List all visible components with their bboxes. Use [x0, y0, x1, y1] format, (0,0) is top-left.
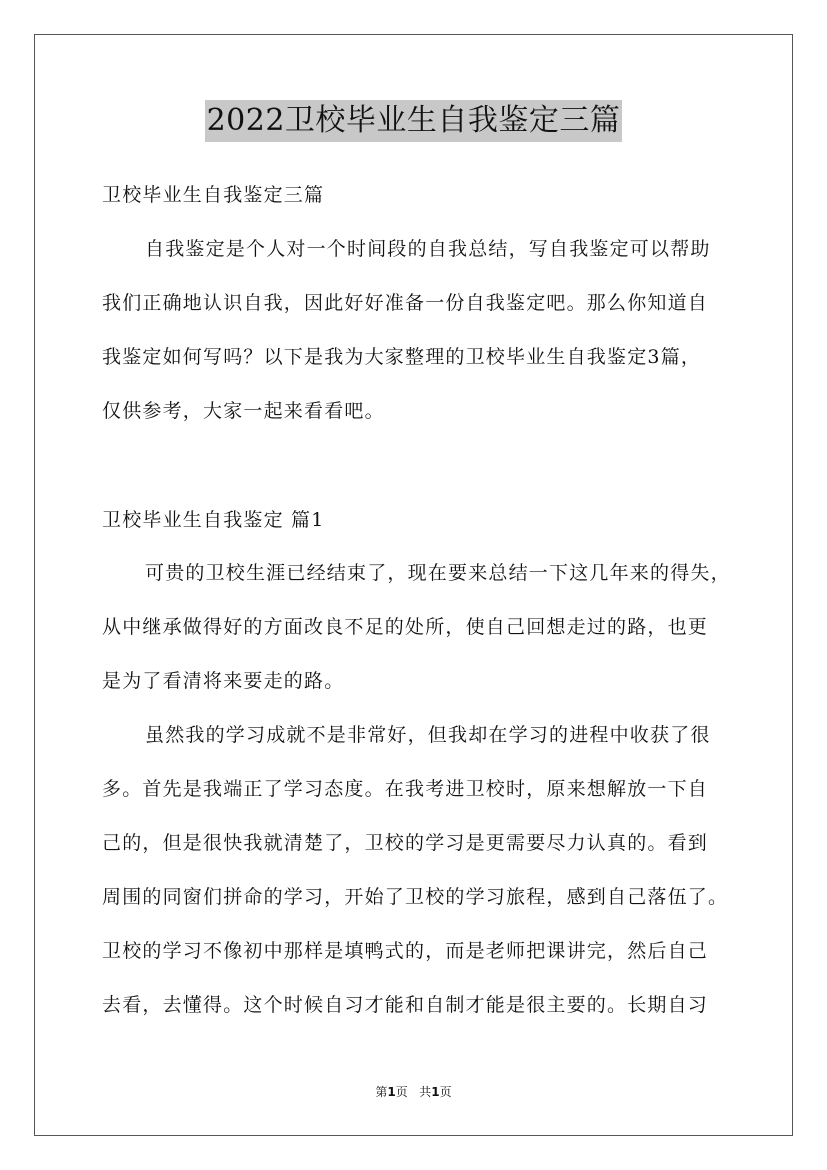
para1-line-1: 可贵的卫校生涯已经结束了，现在要来总结一下这几年来的得失，	[145, 562, 731, 584]
para2-line-6: 去看，去懂得。这个时候自习才能和自制才能是很主要的。长期自习	[102, 994, 709, 1016]
intro-line-1: 自我鉴定是个人对一个时间段的自我总结，写自我鉴定可以帮助	[145, 238, 711, 260]
para2-line-5: 卫校的学习不像初中那样是填鸭式的，而是老师把课讲完，然后自己	[102, 940, 709, 962]
intro-line-4: 仅供参考，大家一起来看看吧。	[102, 400, 385, 422]
para1-line-3: 是为了看清将来要走的路。	[102, 670, 345, 692]
para2-line-3: 己的，但是很快我就清楚了，卫校的学习是更需要尽力认真的。看到	[102, 832, 709, 854]
para2-line-4: 周围的同窗们拼命的学习，开始了卫校的学习旅程，感到自己落伍了。	[102, 886, 729, 908]
title-wrap	[0, 100, 827, 142]
intro-line-3: 我鉴定如何写吗？以下是我为大家整理的卫校毕业生自我鉴定3篇，	[102, 346, 702, 368]
para2-line-2: 多。首先是我端正了学习态度。在我考进卫校时，原来想解放一下自	[102, 778, 709, 800]
para1-line-2: 从中继承做得好的方面改良不足的处所，使自己回想走过的路，也更	[102, 616, 709, 638]
intro-line-2: 我们正确地认识自我，因此好好准备一份自我鉴定吧。那么你知道自	[102, 292, 709, 314]
subtitle: 卫校毕业生自我鉴定三篇	[102, 184, 325, 206]
para2-line-1: 虽然我的学习成就不是非常好，但我却在学习的进程中收获了很	[145, 724, 711, 746]
footer-total-suffix: 页	[439, 1085, 452, 1099]
page-footer	[0, 1083, 827, 1100]
section-heading: 卫校毕业生自我鉴定 篇1	[102, 509, 325, 531]
footer-page-prefix: 第	[375, 1085, 388, 1099]
footer-page-number: 1	[387, 1085, 396, 1099]
footer-page-suffix: 页	[395, 1085, 408, 1099]
document-title: 2022卫校毕业生自我鉴定三篇	[205, 100, 623, 142]
footer-total-number: 1	[431, 1085, 440, 1099]
footer-total-prefix: 共	[419, 1085, 432, 1099]
